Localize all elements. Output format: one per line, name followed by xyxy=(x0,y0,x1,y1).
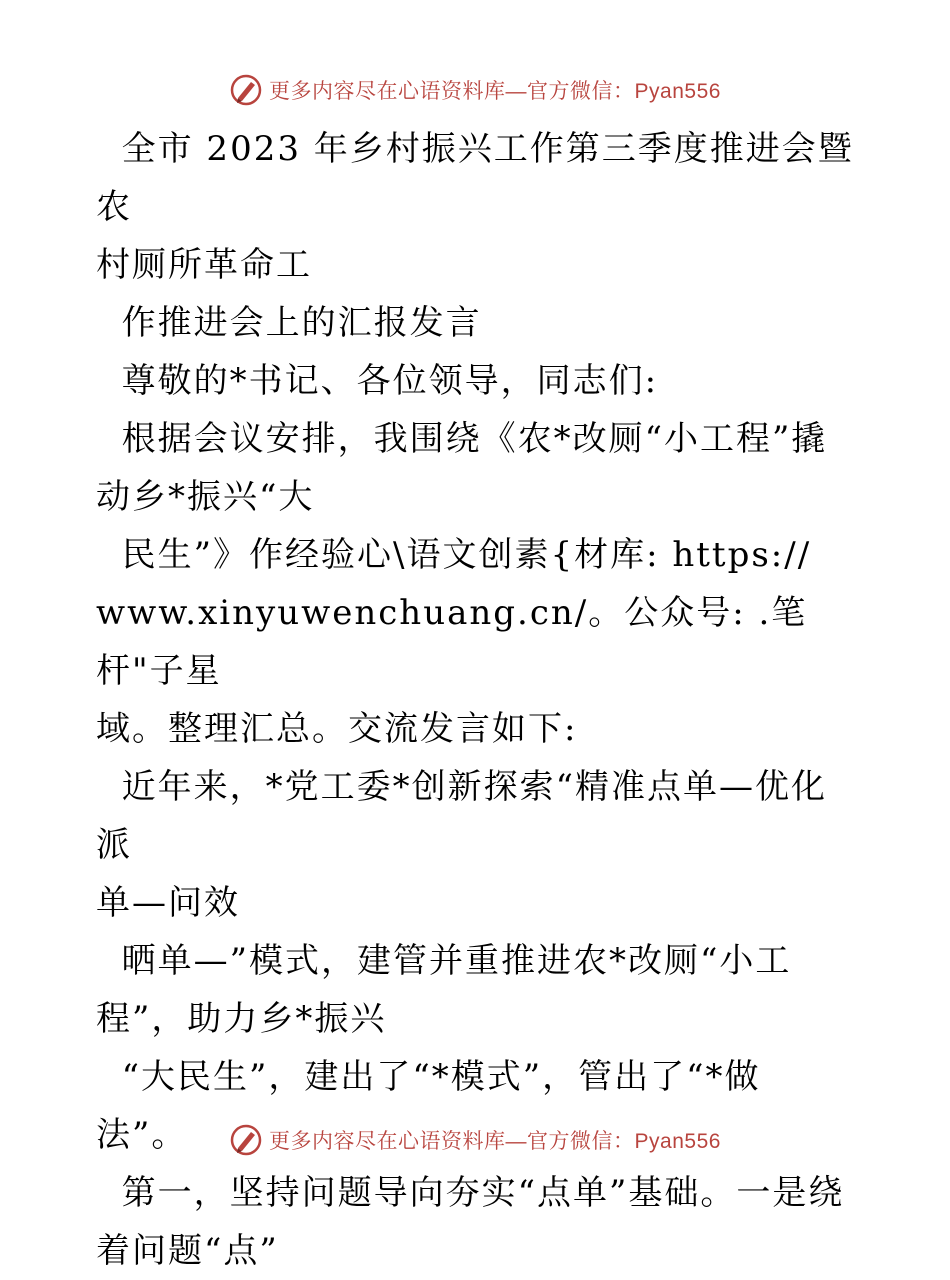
document-body xyxy=(96,120,856,1280)
document-line: 村厕所革命工 xyxy=(96,245,312,285)
document-line: 全市 2023 年乡村振兴工作第三季度推进会暨农 xyxy=(96,129,854,227)
header-watermark-text: 更多内容尽在心语资料库—官方微信：Pyan556 xyxy=(269,80,721,103)
document-line: 作推进会上的汇报发言 xyxy=(96,303,482,343)
document-line: “大民生”，建出了“*模式”，管出了“*做 xyxy=(96,1057,761,1097)
document-line: 程”，助力乡*振兴 xyxy=(96,999,387,1039)
footer-watermark-banner xyxy=(0,1120,950,1160)
document-line: 根据会议安排，我围绕《农*改厕“小工程”撬 xyxy=(96,419,828,459)
header-watermark-banner xyxy=(0,70,950,110)
document-line: 法”。 xyxy=(96,1115,188,1155)
document-line: 近年来，*党工委*创新探索“精准点单—优化派 xyxy=(96,767,828,865)
pen-logo-icon xyxy=(229,73,263,107)
document-line: 尊敬的*书记、各位领导，同志们: xyxy=(96,361,659,401)
pen-logo-icon xyxy=(229,1123,263,1157)
document-line: www.xinyuwenchuang.cn/。公众号: .笔杆"子星 xyxy=(96,593,808,691)
document-line: 动乡*振兴“大 xyxy=(96,477,315,517)
document-line: 民生”》作经验心\语文创素{材库: https:// xyxy=(96,535,812,575)
document-line: 着问题“点” xyxy=(96,1231,279,1271)
document-line: 单—问效 xyxy=(96,883,240,923)
footer-watermark-text: 更多内容尽在心语资料库—官方微信：Pyan556 xyxy=(269,1130,721,1153)
document-line: 晒单—”模式，建管并重推进农*改厕“小工 xyxy=(96,941,792,981)
document-line: 第一，坚持问题导向夯实“点单”基础。一是绕 xyxy=(96,1173,845,1213)
document-line: 域。整理汇总。交流发言如下: xyxy=(96,709,578,749)
